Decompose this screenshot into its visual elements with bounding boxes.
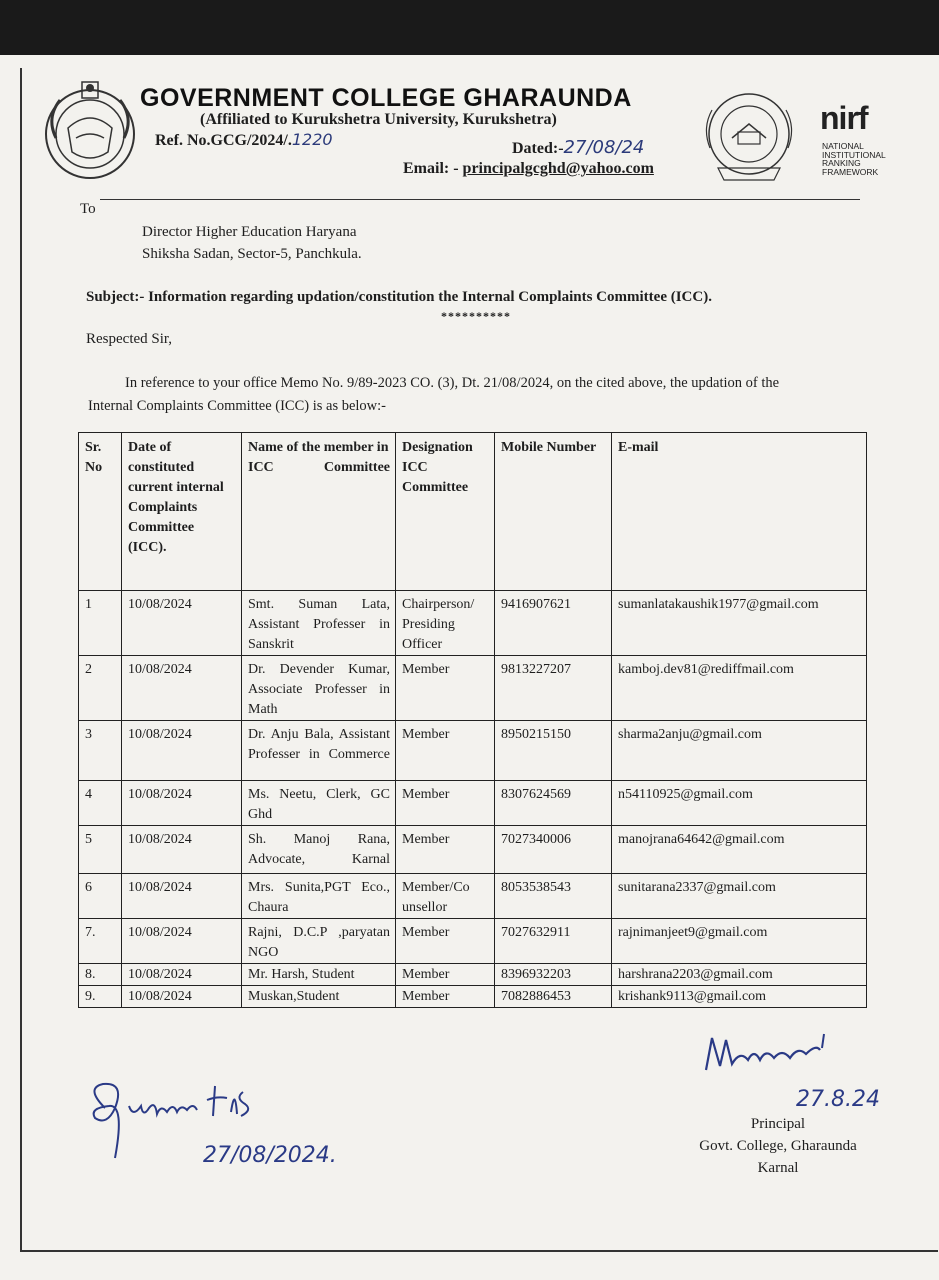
cell-email: harshrana2203@gmail.com bbox=[612, 964, 867, 986]
ref-number-handwritten: 1220 bbox=[291, 130, 333, 149]
email-line bbox=[403, 160, 654, 178]
table-row bbox=[79, 721, 867, 781]
dated-handwritten: 27/08/24 bbox=[563, 137, 645, 158]
table-row bbox=[79, 874, 867, 919]
cell-name: Sh. Manoj Rana, Advocate, Karnal bbox=[242, 826, 396, 874]
cell-date: 10/08/2024 bbox=[122, 721, 242, 781]
table-row bbox=[79, 919, 867, 964]
cell-sr: 5 bbox=[79, 826, 122, 874]
nirf-logo-text: nirf bbox=[820, 100, 868, 136]
nirf-line: NATIONAL bbox=[822, 141, 864, 151]
dated-line bbox=[512, 137, 644, 158]
cell-date: 10/08/2024 bbox=[122, 874, 242, 919]
recipient-line-2: Shiksha Sadan, Sector-5, Panchkula. bbox=[142, 246, 362, 262]
cell-name: Ms. Neetu, Clerk, GC Ghd bbox=[242, 781, 396, 826]
cell-email: kamboj.dev81@rediffmail.com bbox=[612, 656, 867, 721]
haryana-emblem-icon bbox=[38, 78, 142, 182]
cell-designation: Member bbox=[396, 986, 495, 1008]
member-signature-left bbox=[85, 1078, 355, 1183]
principal-place: Karnal bbox=[757, 1160, 799, 1176]
cell-date: 10/08/2024 bbox=[122, 826, 242, 874]
cell-sr: 8. bbox=[79, 964, 122, 986]
cell-mobile: 7027632911 bbox=[495, 919, 612, 964]
header-email: E-mail bbox=[612, 433, 867, 591]
cell-email: krishank9113@gmail.com bbox=[612, 986, 867, 1008]
dated-label: Dated:- bbox=[512, 140, 564, 157]
cell-date: 10/08/2024 bbox=[122, 986, 242, 1008]
cell-designation: Member bbox=[396, 919, 495, 964]
cell-email: sunitarana2337@gmail.com bbox=[612, 874, 867, 919]
principal-block bbox=[692, 1113, 864, 1179]
subject-line: Subject:- Information regarding updation/constitution the Internal Complaints Committee (ICC). bbox=[86, 289, 712, 305]
cell-sr: 6 bbox=[79, 874, 122, 919]
cell-mobile: 8396932203 bbox=[495, 964, 612, 986]
email-label: Email: - bbox=[403, 160, 459, 177]
nirf-line: INSTITUTIONAL bbox=[822, 149, 886, 160]
cell-designation: Member bbox=[396, 656, 495, 721]
cell-sr: 1 bbox=[79, 591, 122, 656]
table-header-row bbox=[79, 433, 867, 591]
cell-name: Mrs. Sunita,PGT Eco., Chaura bbox=[242, 874, 396, 919]
cell-mobile: 7027340006 bbox=[495, 826, 612, 874]
cell-sr: 3 bbox=[79, 721, 122, 781]
cell-designation: Member/Co unsellor bbox=[396, 874, 495, 919]
cell-date: 10/08/2024 bbox=[122, 591, 242, 656]
cell-date: 10/08/2024 bbox=[122, 781, 242, 826]
table-row bbox=[79, 591, 867, 656]
to-label: To bbox=[80, 201, 96, 217]
body-line-1: In reference to your office Memo No. 9/89-2023 CO. (3), Dt. 21/08/2024, on the cited above, the updation of the bbox=[125, 375, 780, 391]
cell-name: Smt. Suman Lata, Assistant Professer in Sanskrit bbox=[242, 591, 396, 656]
cell-designation: Member bbox=[396, 781, 495, 826]
cell-name: Muskan,Student bbox=[242, 986, 396, 1008]
cell-email: sharma2anju@gmail.com bbox=[612, 721, 867, 781]
cell-mobile: 8950215150 bbox=[495, 721, 612, 781]
nirf-line: RANKING bbox=[822, 158, 861, 168]
table-row bbox=[79, 656, 867, 721]
cell-sr: 9. bbox=[79, 986, 122, 1008]
cell-name: Mr. Harsh, Student bbox=[242, 964, 396, 986]
affiliation-text: (Affiliated to Kurukshetra University, Kurukshetra) bbox=[200, 111, 557, 128]
header-designation: Designation ICC Committee bbox=[396, 433, 495, 591]
cell-sr: 2 bbox=[79, 656, 122, 721]
principal-title: Principal bbox=[750, 1116, 806, 1132]
table-row bbox=[79, 826, 867, 874]
cell-mobile: 9416907621 bbox=[495, 591, 612, 656]
cell-date: 10/08/2024 bbox=[122, 964, 242, 986]
recipient-line-1: Director Higher Education Haryana bbox=[142, 224, 357, 240]
cell-mobile: 8053538543 bbox=[495, 874, 612, 919]
subject-stars: ********** bbox=[441, 309, 511, 323]
cell-designation: Member bbox=[396, 826, 495, 874]
cell-name: Dr. Anju Bala, Assistant Professer in Commerce bbox=[242, 721, 396, 781]
header-sr: Sr. No bbox=[79, 433, 122, 591]
cell-designation: Member bbox=[396, 721, 495, 781]
table-row bbox=[79, 781, 867, 826]
cell-mobile: 9813227207 bbox=[495, 656, 612, 721]
cell-email: manojrana64642@gmail.com bbox=[612, 826, 867, 874]
cell-mobile: 8307624569 bbox=[495, 781, 612, 826]
cell-name: Rajni, D.C.P ,paryatan NGO bbox=[242, 919, 396, 964]
nirf-line: FRAMEWORK bbox=[822, 166, 879, 177]
college-name: GOVERNMENT COLLEGE GHARAUNDA bbox=[140, 84, 632, 112]
header-name: Name of the member in ICC Committee bbox=[242, 433, 396, 591]
cell-email: rajnimanjeet9@gmail.com bbox=[612, 919, 867, 964]
nirf-full-name bbox=[822, 142, 902, 176]
table-row bbox=[79, 964, 867, 986]
cell-sr: 7. bbox=[79, 919, 122, 964]
ref-label: Ref. No.GCG/2024/. bbox=[155, 132, 292, 149]
table-row bbox=[79, 986, 867, 1008]
principal-signature bbox=[700, 1030, 910, 1120]
icc-members-table bbox=[78, 432, 867, 1008]
header-date: Date of constituted current internal Complaints Committee (ICC). bbox=[122, 433, 242, 591]
header-divider bbox=[100, 199, 860, 200]
principal-college: Govt. College, Gharaunda bbox=[699, 1138, 857, 1154]
nirf-logo bbox=[820, 100, 890, 136]
email-address-link[interactable]: principalgcghd@yahoo.com bbox=[462, 160, 654, 177]
header-mobile: Mobile Number bbox=[495, 433, 612, 591]
right-signature-date: 27.8.24 bbox=[796, 1087, 880, 1112]
cell-date: 10/08/2024 bbox=[122, 656, 242, 721]
cell-mobile: 7082886453 bbox=[495, 986, 612, 1008]
cell-name: Dr. Devender Kumar, Associate Professer in Math bbox=[242, 656, 396, 721]
reference-number bbox=[155, 130, 333, 150]
left-signature-date: 27/08/2024. bbox=[203, 1143, 337, 1168]
cell-designation: Member bbox=[396, 964, 495, 986]
salutation: Respected Sir, bbox=[86, 331, 173, 347]
college-seal-icon bbox=[698, 88, 800, 186]
cell-email: sumanlatakaushik1977@gmail.com bbox=[612, 591, 867, 656]
cell-email: n54110925@gmail.com bbox=[612, 781, 867, 826]
cell-designation: Chairperson/ Presiding Officer bbox=[396, 591, 495, 656]
cell-sr: 4 bbox=[79, 781, 122, 826]
body-line-2: Internal Complaints Committee (ICC) is as below:- bbox=[88, 398, 387, 414]
cell-date: 10/08/2024 bbox=[122, 919, 242, 964]
